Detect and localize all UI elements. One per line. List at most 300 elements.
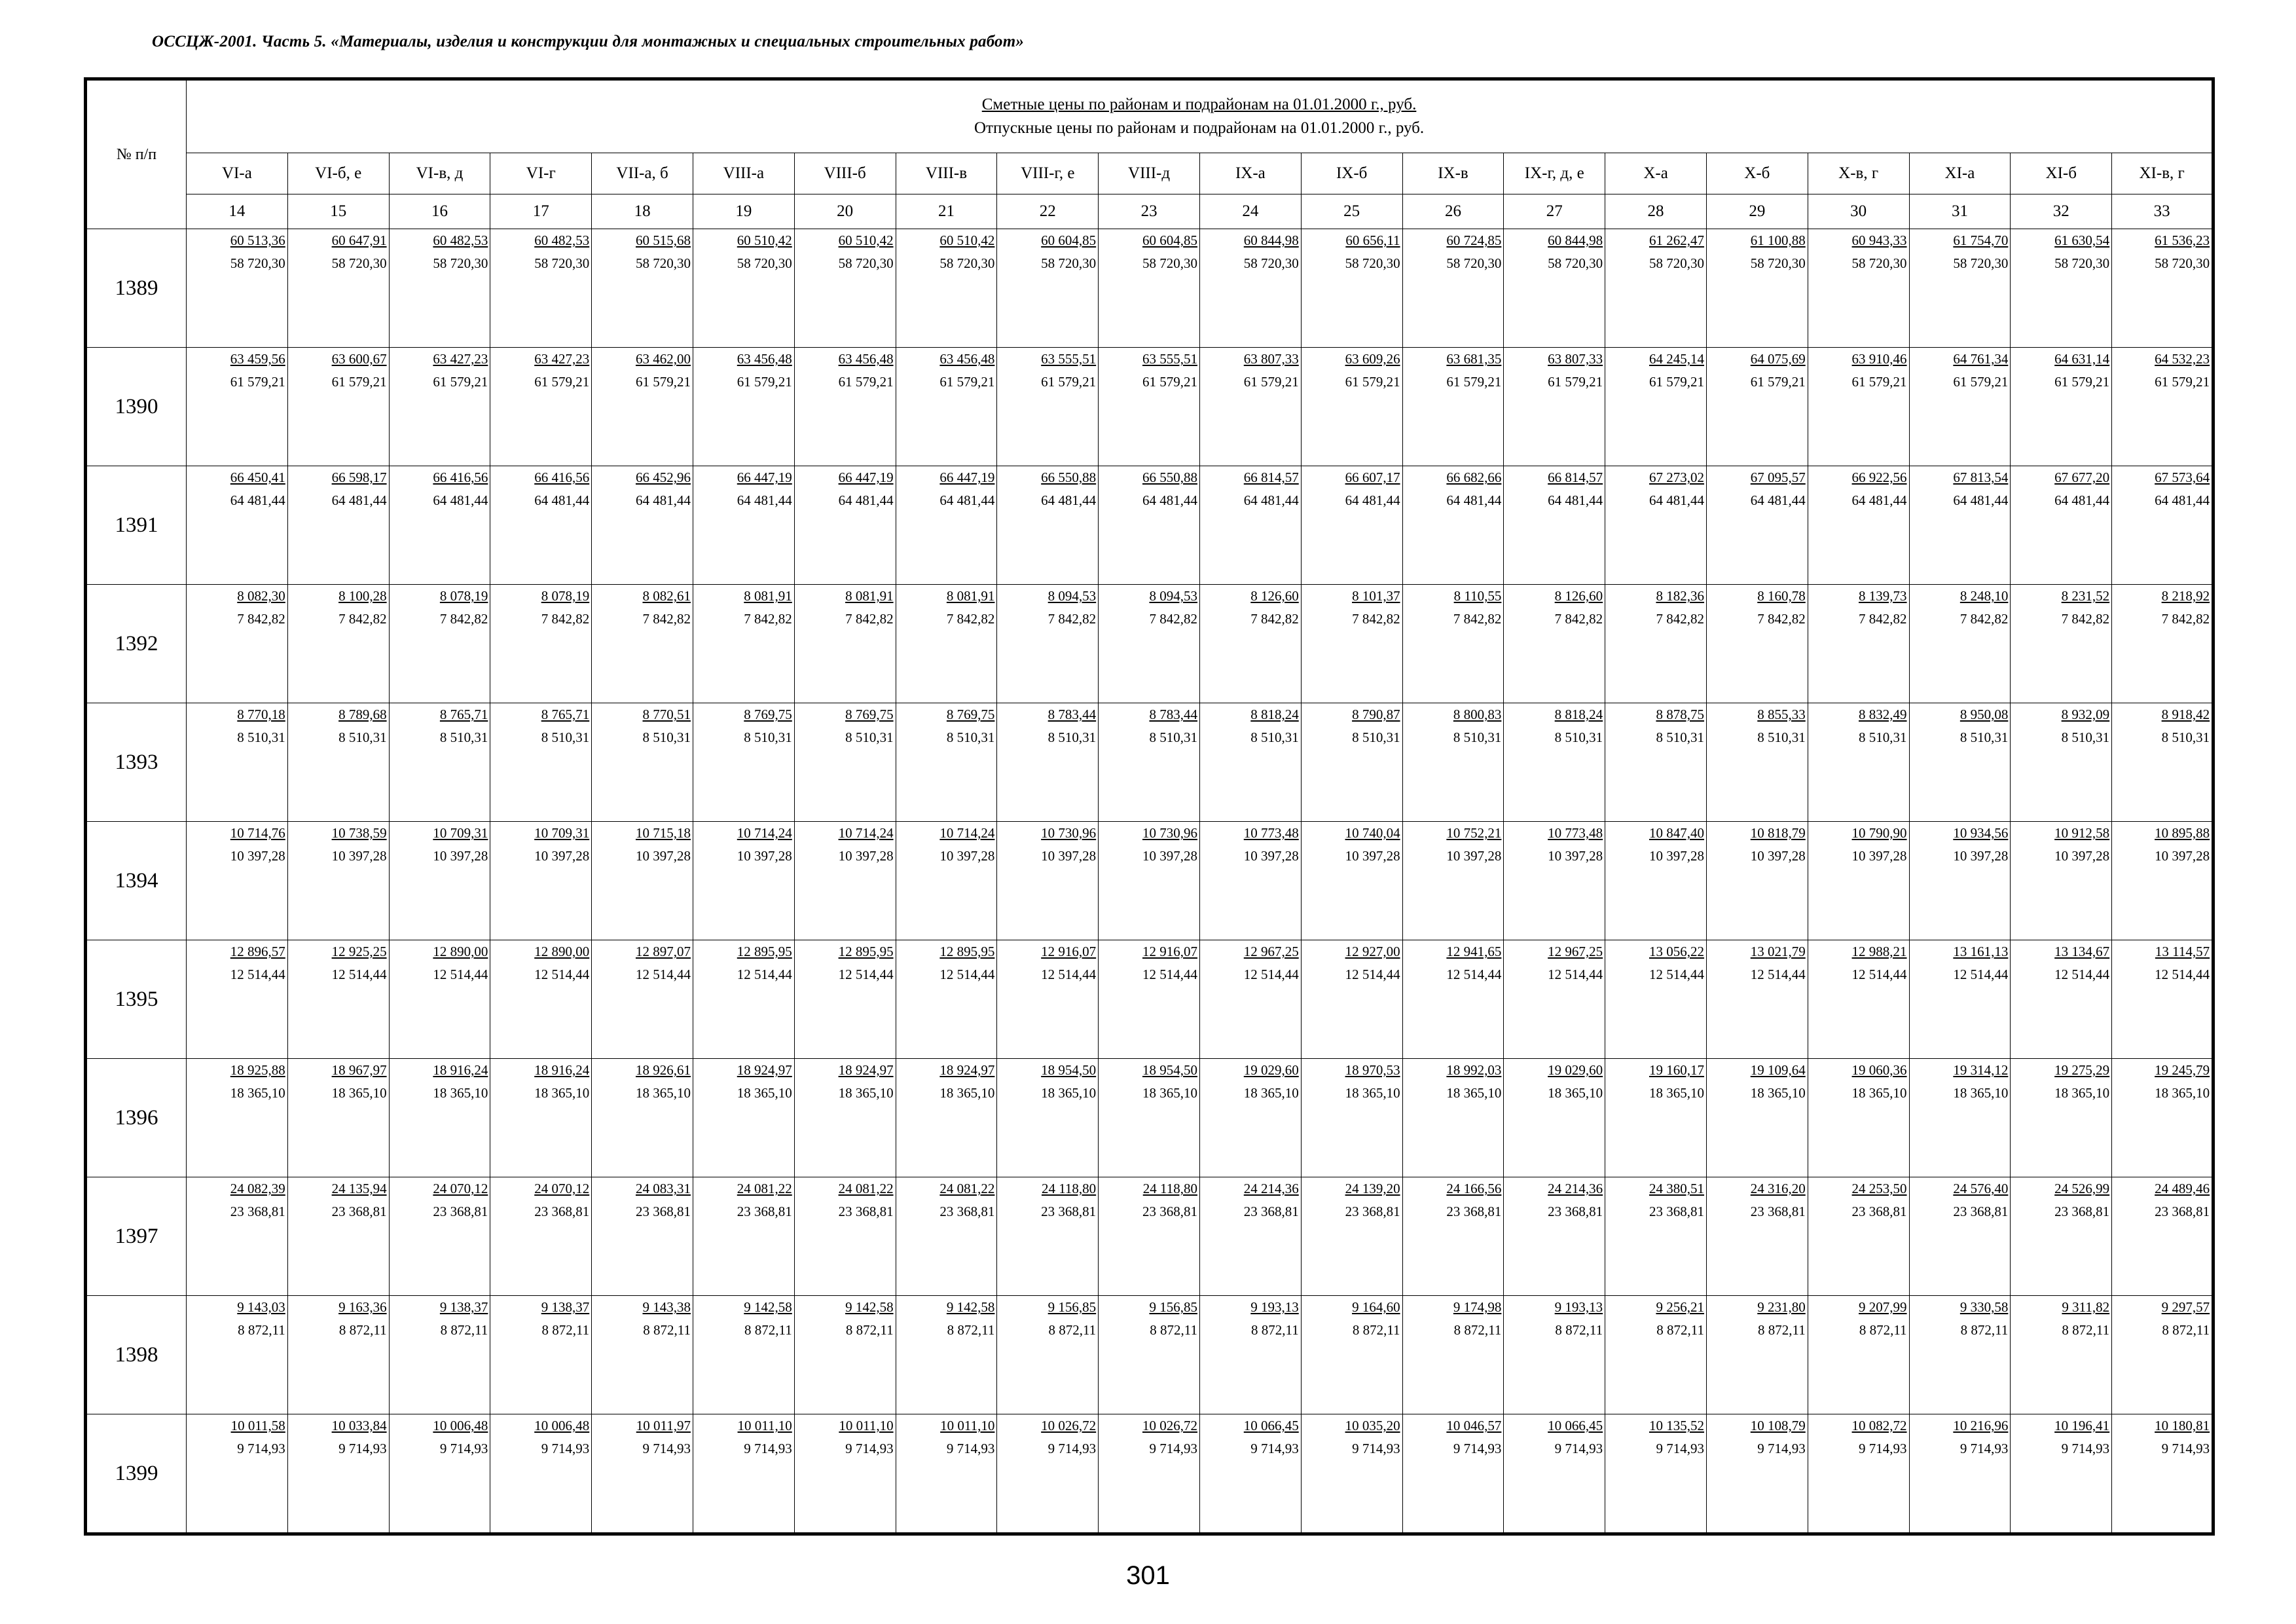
price-cell	[1605, 229, 1707, 348]
release-price: 12 514,44	[230, 967, 285, 982]
release-price: 23 368,81	[1345, 1204, 1400, 1219]
estimate-price: 24 214,36	[1548, 1181, 1603, 1196]
price-cell	[2011, 1059, 2112, 1177]
price-cell	[1706, 466, 1808, 585]
price-cell	[1909, 940, 2011, 1059]
estimate-price: 8 160,78	[1757, 588, 1806, 604]
release-price: 64 481,44	[230, 492, 285, 508]
price-cell	[1706, 1177, 1808, 1296]
estimate-price: 63 681,35	[1446, 351, 1502, 367]
release-price: 10 397,28	[1446, 848, 1502, 864]
price-cell	[2011, 585, 2112, 703]
release-price: 18 365,10	[1953, 1085, 2009, 1101]
release-price: 58 720,30	[635, 255, 691, 271]
release-price: 64 481,44	[2155, 492, 2210, 508]
price-cell	[1402, 703, 1504, 822]
estimate-price: 12 895,95	[939, 944, 995, 959]
estimate-price: 12 941,65	[1446, 944, 1502, 959]
estimate-price: 67 677,20	[2054, 470, 2110, 485]
release-price: 9 714,93	[2061, 1441, 2110, 1456]
estimate-price: 10 006,48	[534, 1418, 590, 1433]
release-price: 23 368,81	[1750, 1204, 1806, 1219]
release-price: 8 510,31	[1250, 729, 1299, 745]
release-price: 9 714,93	[744, 1441, 792, 1456]
estimate-price: 12 895,95	[737, 944, 792, 959]
price-cell	[1706, 703, 1808, 822]
price-cell	[1504, 585, 1605, 703]
region-header: IX-а	[1199, 153, 1301, 194]
release-price: 7 842,82	[338, 611, 387, 627]
release-price: 12 514,44	[1750, 967, 1806, 982]
estimate-price: 8 783,44	[1048, 707, 1097, 722]
release-price: 18 365,10	[331, 1085, 387, 1101]
price-cell	[287, 1414, 389, 1534]
price-cell	[1402, 1177, 1504, 1296]
estimate-price: 12 916,07	[1041, 944, 1097, 959]
release-price: 7 842,82	[642, 611, 691, 627]
release-price: 8 510,31	[1554, 729, 1603, 745]
price-cell	[592, 822, 693, 940]
price-cell	[592, 703, 693, 822]
price-cell	[997, 466, 1099, 585]
release-price: 18 365,10	[1851, 1085, 1907, 1101]
price-cell	[2011, 466, 2112, 585]
price-cell	[490, 585, 592, 703]
estimate-price: 8 855,33	[1757, 707, 1806, 722]
estimate-price: 8 101,37	[1352, 588, 1400, 604]
price-cell	[389, 1296, 490, 1414]
release-price: 64 481,44	[838, 492, 894, 508]
release-price: 64 481,44	[1649, 492, 1704, 508]
region-header: X-в, г	[1808, 153, 1909, 194]
release-price: 64 481,44	[1142, 492, 1197, 508]
estimate-price: 10 714,24	[939, 825, 995, 841]
release-price: 8 872,11	[1758, 1322, 1806, 1338]
estimate-price: 61 536,23	[2155, 232, 2210, 248]
price-cell	[1504, 1296, 1605, 1414]
estimate-price: 10 006,48	[433, 1418, 488, 1433]
release-price: 10 397,28	[1243, 848, 1299, 864]
price-cell	[1199, 822, 1301, 940]
region-header: VI-г	[490, 153, 592, 194]
release-price: 9 714,93	[1554, 1441, 1603, 1456]
release-price: 12 514,44	[331, 967, 387, 982]
price-cell	[592, 940, 693, 1059]
price-cell	[287, 585, 389, 703]
price-cell	[1402, 348, 1504, 466]
estimate-price: 12 967,25	[1548, 944, 1603, 959]
release-price: 58 720,30	[1041, 255, 1097, 271]
release-price: 18 365,10	[635, 1085, 691, 1101]
release-price: 23 368,81	[534, 1204, 590, 1219]
price-cell	[693, 940, 794, 1059]
region-header: VIII-г, е	[997, 153, 1099, 194]
price-cell	[794, 585, 896, 703]
release-price: 10 397,28	[838, 848, 894, 864]
release-price: 8 510,31	[1453, 729, 1502, 745]
release-price: 58 720,30	[433, 255, 488, 271]
release-price: 61 579,21	[2054, 374, 2110, 390]
release-price: 10 397,28	[737, 848, 792, 864]
price-cell	[592, 229, 693, 348]
price-cell	[1605, 466, 1707, 585]
estimate-price: 8 078,19	[439, 588, 488, 604]
release-price: 7 842,82	[845, 611, 894, 627]
release-price: 8 872,11	[1150, 1322, 1197, 1338]
column-number: 18	[592, 194, 693, 229]
column-number: 20	[794, 194, 896, 229]
estimate-price: 13 161,13	[1953, 944, 2009, 959]
price-cell	[1808, 1296, 1909, 1414]
estimate-price: 8 770,51	[642, 707, 691, 722]
release-price: 12 514,44	[1041, 967, 1097, 982]
estimate-price-title: Сметные цены по районам и подрайонам на 01.01.2000 г., руб.	[981, 96, 1417, 113]
estimate-price: 60 482,53	[433, 232, 488, 248]
price-cell	[1402, 466, 1504, 585]
row-number-header: № п/п	[86, 79, 187, 229]
release-price: 58 720,30	[331, 255, 387, 271]
release-price: 10 397,28	[1851, 848, 1907, 864]
price-cell	[1099, 1177, 1200, 1296]
estimate-price: 60 510,42	[838, 232, 894, 248]
release-price: 58 720,30	[1243, 255, 1299, 271]
release-price: 9 714,93	[642, 1441, 691, 1456]
price-cell	[287, 1296, 389, 1414]
estimate-price: 24 253,50	[1851, 1181, 1907, 1196]
release-price: 18 365,10	[1345, 1085, 1400, 1101]
price-cell	[1199, 1414, 1301, 1534]
price-cell	[1605, 1177, 1707, 1296]
estimate-price: 10 108,79	[1750, 1418, 1806, 1433]
price-cell	[2112, 1059, 2214, 1177]
estimate-price: 18 926,61	[635, 1062, 691, 1078]
estimate-price: 24 082,39	[230, 1181, 285, 1196]
price-cell	[1706, 585, 1808, 703]
release-price: 7 842,82	[946, 611, 995, 627]
price-cell	[1301, 1177, 1402, 1296]
price-cell	[1099, 229, 1200, 348]
estimate-price: 12 897,07	[635, 944, 691, 959]
price-cell	[1605, 822, 1707, 940]
release-price: 18 365,10	[1142, 1085, 1197, 1101]
price-cell	[1099, 822, 1200, 940]
estimate-price: 8 769,75	[845, 707, 894, 722]
estimate-price: 8 094,53	[1048, 588, 1097, 604]
release-price: 61 579,21	[230, 374, 285, 390]
release-price: 8 510,31	[1859, 729, 1907, 745]
price-cell	[2011, 1177, 2112, 1296]
estimate-price: 24 380,51	[1649, 1181, 1704, 1196]
estimate-price: 19 029,60	[1548, 1062, 1603, 1078]
estimate-price: 10 714,76	[230, 825, 285, 841]
row-number: 1394	[86, 822, 187, 940]
price-cell	[1504, 940, 1605, 1059]
price-cell	[1301, 940, 1402, 1059]
release-price: 64 481,44	[939, 492, 995, 508]
estimate-price: 8 783,44	[1149, 707, 1197, 722]
price-cell	[1199, 466, 1301, 585]
release-price: 58 720,30	[939, 255, 995, 271]
price-cell	[389, 229, 490, 348]
row-number: 1399	[86, 1414, 187, 1534]
estimate-price: 8 078,19	[541, 588, 590, 604]
price-cell	[896, 940, 997, 1059]
release-price: 61 579,21	[1446, 374, 1502, 390]
column-number: 21	[896, 194, 997, 229]
release-price: 61 579,21	[331, 374, 387, 390]
estimate-price: 9 207,99	[1859, 1299, 1907, 1315]
column-number: 26	[1402, 194, 1504, 229]
estimate-price: 60 604,85	[1142, 232, 1197, 248]
release-price: 10 397,28	[1750, 848, 1806, 864]
release-price: 58 720,30	[2155, 255, 2210, 271]
estimate-price: 63 600,67	[331, 351, 387, 367]
price-cell	[287, 229, 389, 348]
release-price: 64 481,44	[1851, 492, 1907, 508]
price-cell	[592, 1414, 693, 1534]
release-price: 10 397,28	[1953, 848, 2009, 864]
estimate-price: 24 135,94	[331, 1181, 387, 1196]
price-cell	[1706, 348, 1808, 466]
estimate-price: 64 631,14	[2054, 351, 2110, 367]
price-cell	[1605, 940, 1707, 1059]
estimate-price: 8 139,73	[1859, 588, 1907, 604]
estimate-price: 9 156,85	[1149, 1299, 1197, 1315]
estimate-price: 24 166,56	[1446, 1181, 1502, 1196]
price-cell	[592, 1059, 693, 1177]
table-row	[86, 1177, 2214, 1296]
release-price: 7 842,82	[237, 611, 285, 627]
region-header: VIII-б	[794, 153, 896, 194]
release-price: 58 720,30	[1750, 255, 1806, 271]
estimate-price: 9 193,13	[1250, 1299, 1299, 1315]
price-cell	[187, 466, 288, 585]
release-price: 8 510,31	[845, 729, 894, 745]
estimate-price: 9 142,58	[744, 1299, 792, 1315]
price-cell	[997, 585, 1099, 703]
estimate-price: 9 311,82	[2062, 1299, 2110, 1315]
price-cell	[287, 703, 389, 822]
price-cell	[187, 348, 288, 466]
release-price: 10 397,28	[1548, 848, 1603, 864]
estimate-price: 18 924,97	[838, 1062, 894, 1078]
release-price: 64 481,44	[331, 492, 387, 508]
price-cell	[1808, 1059, 1909, 1177]
price-cell	[287, 348, 389, 466]
header-row-title	[86, 79, 2214, 153]
release-price: 9 714,93	[1352, 1441, 1400, 1456]
price-cell	[187, 585, 288, 703]
price-cell	[389, 466, 490, 585]
release-price: 7 842,82	[439, 611, 488, 627]
price-cell	[490, 466, 592, 585]
estimate-price: 60 943,33	[1851, 232, 1907, 248]
column-number: 27	[1504, 194, 1605, 229]
price-cell	[1808, 1414, 1909, 1534]
release-price: 64 481,44	[1446, 492, 1502, 508]
release-price: 8 872,11	[1960, 1322, 2009, 1338]
estimate-price: 8 769,75	[744, 707, 792, 722]
price-cell	[1706, 1296, 1808, 1414]
release-price: 61 579,21	[1851, 374, 1907, 390]
release-price: 8 872,11	[744, 1322, 792, 1338]
price-cell	[1301, 1414, 1402, 1534]
estimate-price: 64 532,23	[2155, 351, 2210, 367]
estimate-price: 66 814,57	[1243, 470, 1299, 485]
price-cell	[1605, 348, 1707, 466]
price-cell	[1301, 822, 1402, 940]
release-price: 7 842,82	[1554, 611, 1603, 627]
estimate-price: 63 807,33	[1548, 351, 1603, 367]
release-price: 9 714,93	[1048, 1441, 1097, 1456]
price-cell	[1301, 585, 1402, 703]
price-cell	[490, 940, 592, 1059]
estimate-price: 12 916,07	[1142, 944, 1197, 959]
release-price: 8 510,31	[1352, 729, 1400, 745]
price-cell	[2011, 1296, 2112, 1414]
price-cell	[592, 348, 693, 466]
release-price: 12 514,44	[1548, 967, 1603, 982]
release-price: 10 397,28	[2054, 848, 2110, 864]
price-cell	[997, 1414, 1099, 1534]
release-price: 61 579,21	[1750, 374, 1806, 390]
price-cell	[1909, 1177, 2011, 1296]
region-header: VI-в, д	[389, 153, 490, 194]
region-header: IX-б	[1301, 153, 1402, 194]
price-cell	[187, 822, 288, 940]
estimate-price: 67 813,54	[1953, 470, 2009, 485]
region-header: VIII-а	[693, 153, 794, 194]
price-cell	[2112, 1177, 2214, 1296]
release-price: 7 842,82	[1048, 611, 1097, 627]
release-price: 7 842,82	[2061, 611, 2110, 627]
release-price: 9 714,93	[1453, 1441, 1502, 1456]
estimate-price: 60 515,68	[635, 232, 691, 248]
estimate-price: 10 818,79	[1750, 825, 1806, 841]
estimate-price: 18 967,97	[331, 1062, 387, 1078]
price-cell	[693, 229, 794, 348]
estimate-price: 24 576,40	[1953, 1181, 2009, 1196]
estimate-price: 12 967,25	[1243, 944, 1299, 959]
price-cell	[389, 822, 490, 940]
price-cell	[592, 466, 693, 585]
estimate-price: 24 489,46	[2155, 1181, 2210, 1196]
release-price: 7 842,82	[541, 611, 590, 627]
release-price: 12 514,44	[534, 967, 590, 982]
price-cell	[1808, 822, 1909, 940]
release-price: 12 514,44	[2054, 967, 2110, 982]
price-cell	[389, 348, 490, 466]
estimate-price: 10 773,48	[1243, 825, 1299, 841]
price-cell	[1402, 585, 1504, 703]
price-cell	[389, 1414, 490, 1534]
estimate-price: 24 118,80	[1041, 1181, 1097, 1196]
price-cell	[896, 585, 997, 703]
table-row	[86, 822, 2214, 940]
price-cell	[794, 822, 896, 940]
release-price: 8 510,31	[1048, 729, 1097, 745]
release-price: 61 579,21	[1041, 374, 1097, 390]
release-price: 58 720,30	[1446, 255, 1502, 271]
estimate-price: 12 895,95	[838, 944, 894, 959]
estimate-price: 18 954,50	[1142, 1062, 1197, 1078]
release-price: 10 397,28	[1041, 848, 1097, 864]
release-price: 58 720,30	[534, 255, 590, 271]
price-cell	[693, 822, 794, 940]
release-price: 61 579,21	[838, 374, 894, 390]
estimate-price: 8 765,71	[541, 707, 590, 722]
release-price: 23 368,81	[939, 1204, 995, 1219]
estimate-price: 9 143,03	[237, 1299, 285, 1315]
price-cell	[1199, 1296, 1301, 1414]
price-cell	[2112, 229, 2214, 348]
estimate-price: 66 416,56	[433, 470, 488, 485]
release-price: 8 510,31	[338, 729, 387, 745]
release-price: 23 368,81	[433, 1204, 488, 1219]
price-cell	[490, 1059, 592, 1177]
release-price: 61 579,21	[1142, 374, 1197, 390]
table-title	[187, 79, 2214, 153]
estimate-price: 8 081,91	[946, 588, 995, 604]
estimate-price: 63 456,48	[838, 351, 894, 367]
price-cell	[1199, 348, 1301, 466]
estimate-price: 9 163,36	[338, 1299, 387, 1315]
price-cell	[1402, 822, 1504, 940]
release-price: 8 872,11	[947, 1322, 995, 1338]
release-price-title: Отпускные цены по районам и подрайонам на 01.01.2000 г., руб.	[974, 119, 1425, 137]
release-price: 61 579,21	[433, 374, 488, 390]
release-price: 9 714,93	[1859, 1441, 1907, 1456]
region-header: X-а	[1605, 153, 1707, 194]
estimate-price: 61 262,47	[1649, 232, 1704, 248]
price-cell	[1099, 348, 1200, 466]
table-row	[86, 1296, 2214, 1414]
estimate-price: 8 932,09	[2061, 707, 2110, 722]
region-header: VIII-в	[896, 153, 997, 194]
price-cell	[490, 1414, 592, 1534]
release-price: 23 368,81	[838, 1204, 894, 1219]
estimate-price: 18 970,53	[1345, 1062, 1400, 1078]
estimate-price: 63 427,23	[534, 351, 590, 367]
column-number: 15	[287, 194, 389, 229]
price-cell	[1402, 1059, 1504, 1177]
price-cell	[997, 1177, 1099, 1296]
release-price: 8 872,11	[1352, 1322, 1400, 1338]
estimate-price: 18 924,97	[737, 1062, 792, 1078]
estimate-price: 24 316,20	[1750, 1181, 1806, 1196]
release-price: 23 368,81	[2054, 1204, 2110, 1219]
estimate-price: 12 925,25	[331, 944, 387, 959]
price-cell	[1301, 1296, 1402, 1414]
release-price: 58 720,30	[1953, 255, 2009, 271]
release-price: 8 510,31	[2161, 729, 2210, 745]
region-header: X-б	[1706, 153, 1808, 194]
estimate-price: 60 844,98	[1243, 232, 1299, 248]
estimate-price: 10 046,57	[1446, 1418, 1502, 1433]
release-price: 8 510,31	[1656, 729, 1704, 745]
release-price: 58 720,30	[2054, 255, 2110, 271]
table-row	[86, 703, 2214, 822]
estimate-price: 8 950,08	[1959, 707, 2009, 722]
price-cell	[1504, 1177, 1605, 1296]
estimate-price: 10 895,88	[2155, 825, 2210, 841]
column-number: 23	[1099, 194, 1200, 229]
estimate-price: 10 709,31	[534, 825, 590, 841]
table-row	[86, 466, 2214, 585]
release-price: 18 365,10	[1243, 1085, 1299, 1101]
estimate-price: 60 647,91	[331, 232, 387, 248]
release-price: 64 481,44	[1750, 492, 1806, 508]
